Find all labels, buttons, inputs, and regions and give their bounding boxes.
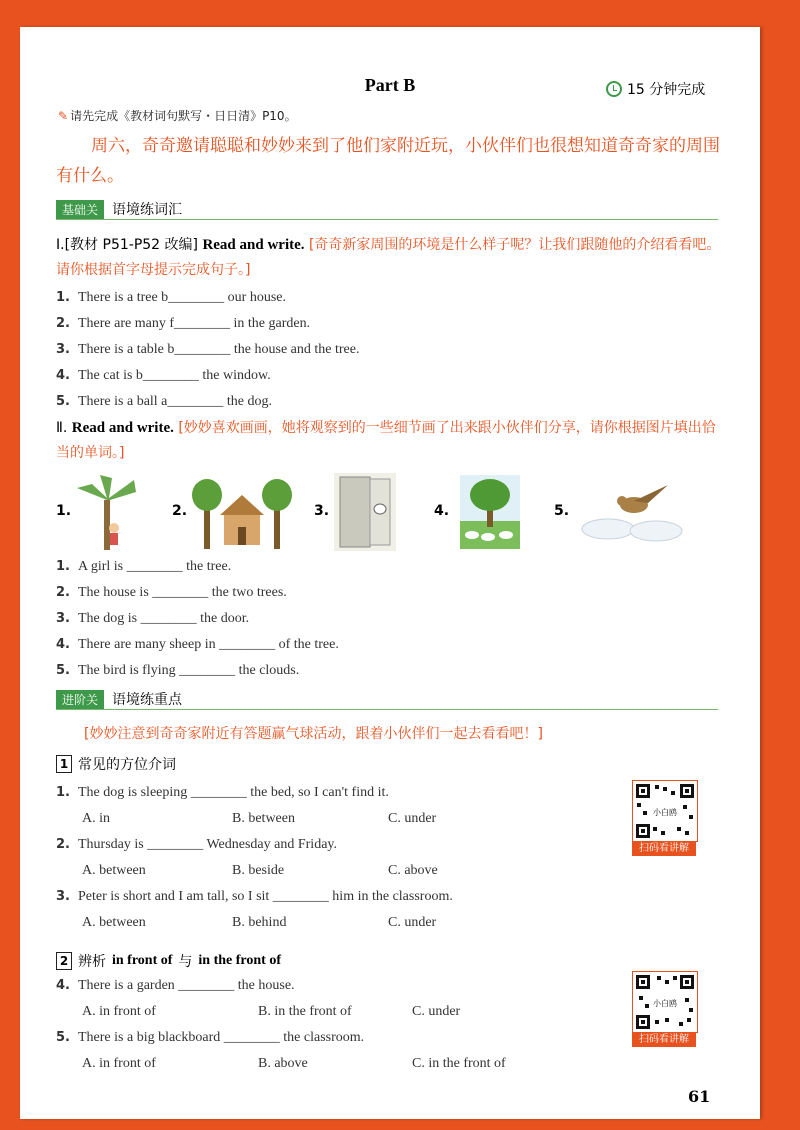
topic-number: 2 (56, 952, 72, 970)
pre-note (58, 107, 297, 124)
part1-item: 5. There is a ball a________ the dog. (56, 394, 273, 409)
pre-note-text: 请先完成《教材词句默写・日日清》P10。 (70, 109, 297, 123)
mc-question: 3. Peter is short and I am tall, so I sit ________ him in the classroom. (56, 889, 453, 904)
house-between-trees-icon (192, 477, 292, 549)
part1-cn: [奇奇新家周围的环境是什么样子呢？让我们跟随他的介绍看看吧。请你根据首字母提示完成句子。] (56, 237, 721, 278)
part1-item: 2. There are many f________ in the garden. (56, 316, 311, 331)
pic-number: 3. (314, 503, 330, 519)
topic2-heading: 2 辨析 in front of 与 in the front of (56, 951, 281, 971)
svg-text:小白鸥: 小白鸥 (653, 808, 677, 817)
section-title: 语境练词汇 (112, 202, 183, 218)
qr-code-1[interactable] (632, 780, 698, 856)
part2-cn: [妙妙喜欢画画，她将观察到的一些细节画了出来跟小伙伴们分享，请你根据图片填出恰当的单词。] (56, 420, 716, 461)
qr-code-2[interactable] (632, 971, 698, 1047)
part1-heading: Read and write. (202, 237, 305, 253)
topic-number: 1 (56, 755, 72, 773)
section-tag: 基础关 (56, 200, 104, 219)
part1-item: 3. There is a table b________ the house and the tree. (56, 342, 360, 357)
mc-question: 4. There is a garden ________ the house. (56, 978, 295, 993)
intro-paragraph: 周六，奇奇邀请聪聪和妙妙来到了他们家附近玩，小伙伴们也很想知道奇奇家的周围有什么。 (56, 136, 720, 186)
part1-ref: [教材 P51-P52 改编] (64, 237, 198, 253)
mc-option: A. between (82, 863, 146, 878)
page-title: Part B (364, 75, 416, 95)
topic1-heading (56, 754, 176, 774)
mc-option: B. beside (232, 863, 285, 878)
section-basic (56, 199, 718, 220)
part2-instruction (56, 416, 726, 466)
pencil-icon: ✎ (58, 109, 69, 123)
mc-option: C. under (412, 1004, 461, 1019)
advanced-intro: [妙妙注意到奇奇家附近有答题赢气球活动，跟着小伙伴们一起去看看吧！] (84, 726, 543, 742)
mc-option: A. between (82, 915, 146, 930)
part2-heading: Read and write. (71, 420, 174, 436)
mc-option: A. in front of (82, 1056, 156, 1071)
mc-option: B. above (258, 1056, 308, 1071)
part2-item: 5. The bird is flying ________ the clouds. (56, 663, 300, 678)
part1-instruction (56, 233, 726, 283)
girl-behind-tree-icon (72, 470, 142, 550)
pic-number: 5. (554, 503, 570, 519)
bird-above-clouds-icon (578, 479, 686, 545)
mc-option: A. in (82, 811, 110, 826)
part1-roman: Ⅰ. (56, 237, 65, 253)
qr-label: 扫码看讲解 (632, 1033, 696, 1047)
part2-roman: Ⅱ. (56, 420, 68, 436)
mc-option: C. above (388, 863, 438, 878)
part1-item: 4. The cat is b________ the window. (56, 368, 271, 383)
page-number: 61 (688, 1087, 711, 1106)
part2-item: 1. A girl is ________ the tree. (56, 559, 232, 574)
qr-label: 扫码看讲解 (632, 842, 696, 856)
worksheet-page (20, 27, 760, 1119)
qr-code-icon (632, 971, 698, 1033)
pic-number: 1. (56, 503, 72, 519)
mc-option: C. under (388, 915, 437, 930)
pic-number: 2. (172, 503, 188, 519)
timer (606, 79, 705, 99)
topic-title: 常见的方位介词 (78, 757, 176, 773)
mc-option: C. under (388, 811, 437, 826)
part2-item: 3. The dog is ________ the door. (56, 611, 250, 626)
mc-option: C. in the front of (412, 1056, 506, 1071)
timer-text: 15 分钟完成 (627, 82, 706, 98)
mc-question: 2. Thursday is ________ Wednesday and Friday. (56, 837, 337, 852)
part1-item: 1. There is a tree b________ our house. (56, 290, 286, 305)
mc-question: 5. There is a big blackboard ________ the classroom. (56, 1030, 365, 1045)
dog-behind-door-icon (334, 473, 396, 551)
section-title: 语境练重点 (112, 692, 183, 708)
clock-icon (606, 81, 622, 97)
section-advanced (56, 689, 718, 710)
sheep-in-front-of-tree-icon (460, 475, 520, 549)
section-tag: 进阶关 (56, 690, 104, 709)
mc-option: B. between (232, 811, 295, 826)
qr-code-icon (632, 780, 698, 842)
mc-option: B. in the front of (258, 1004, 352, 1019)
mc-option: A. in front of (82, 1004, 156, 1019)
mc-question: 1. The dog is sleeping ________ the bed, so I can't find it. (56, 785, 389, 800)
svg-text:小白鸥: 小白鸥 (653, 999, 677, 1008)
part2-item: 2. The house is ________ the two trees. (56, 585, 287, 600)
mc-option: B. behind (232, 915, 287, 930)
part2-item: 4. There are many sheep in ________ of the tree. (56, 637, 339, 652)
pic-number: 4. (434, 503, 450, 519)
